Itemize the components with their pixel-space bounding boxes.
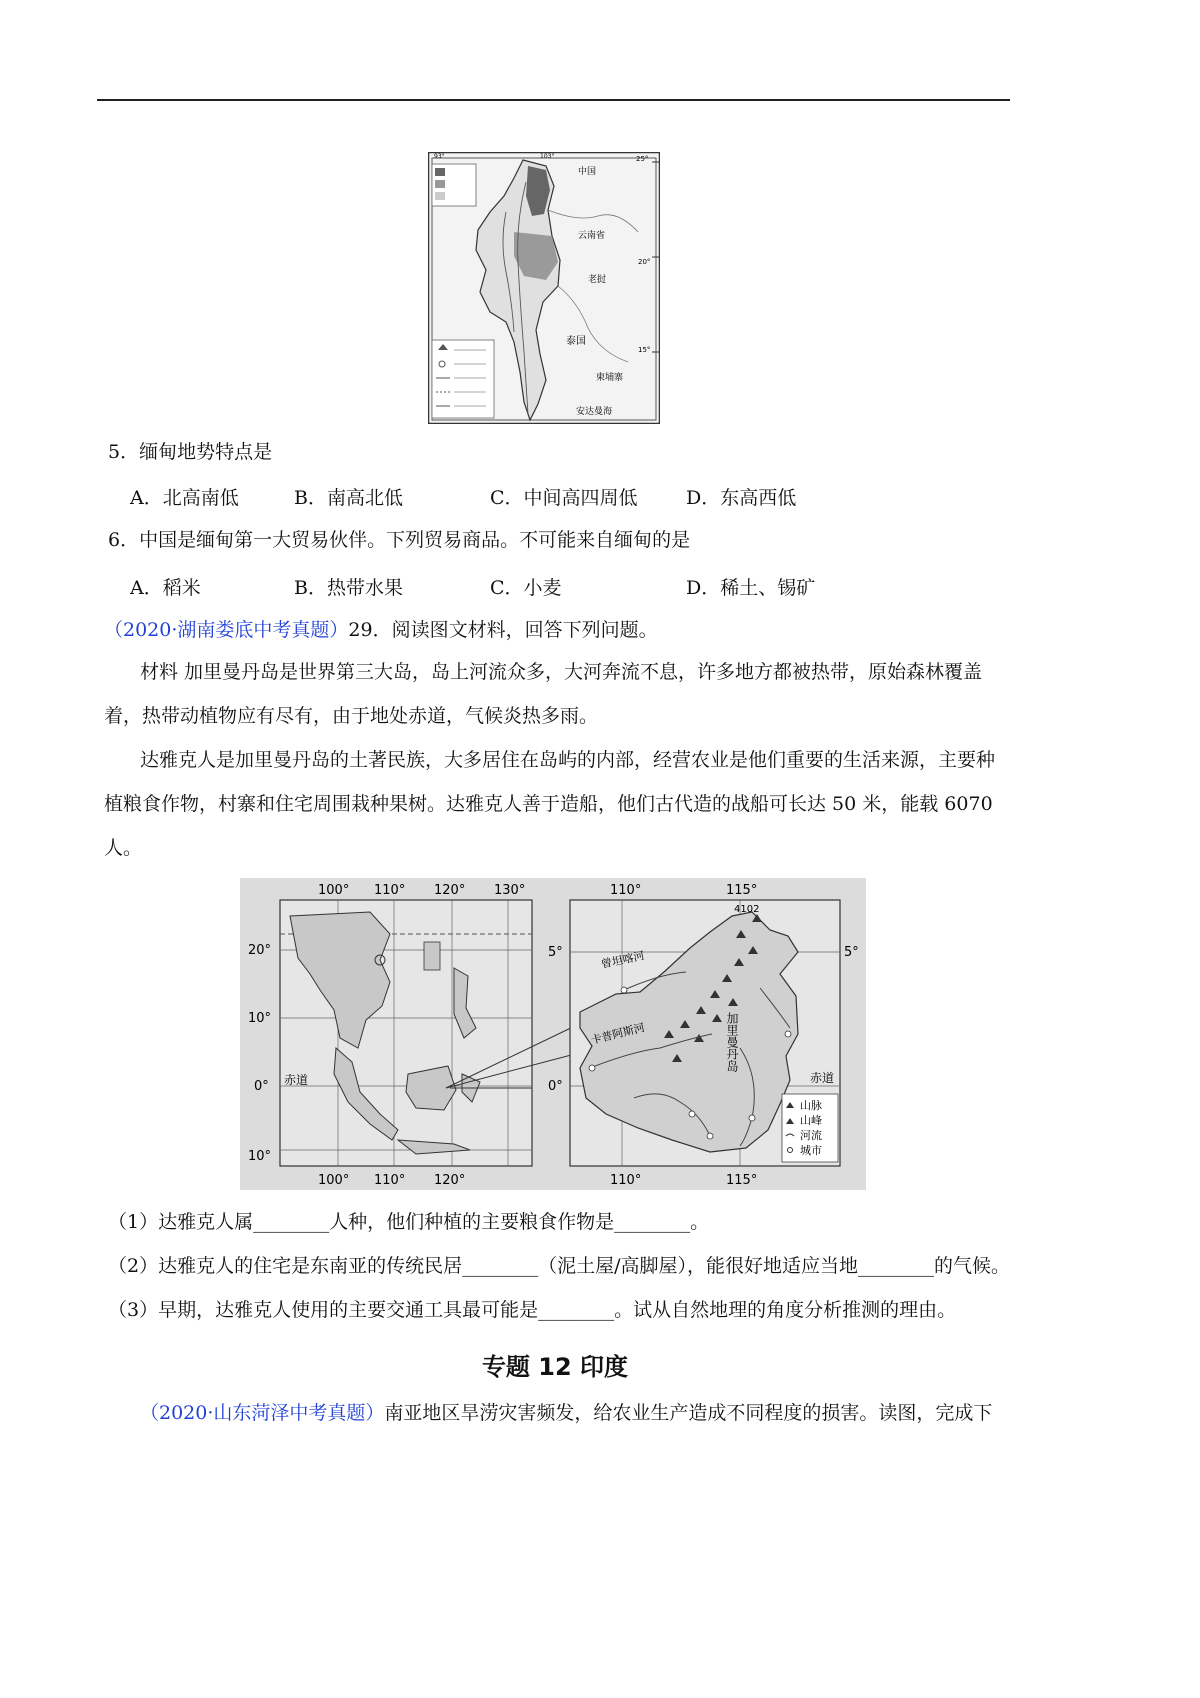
section-question — [140, 1401, 992, 1425]
q29-material-1: 材料 加里曼丹岛是世界第三大岛，岛上河流众多，大河奔流不息，许多地方都被热带，原始森林覆盖着，热带动植物应有尽有，由于地处赤道，气候炎热多雨。 — [104, 661, 983, 727]
map2-right-lat-5-right: 5° — [844, 945, 859, 960]
map2-left-lon-bottom-110: 110° — [374, 1173, 406, 1188]
section-title: 专题 12 印度 — [481, 1353, 629, 1381]
header-rule — [97, 99, 1010, 101]
map2-left-lon-bottom-120: 120° — [434, 1173, 466, 1188]
map2-left-lat-0: 0° — [254, 1079, 269, 1094]
map2-right-lon-115: 115° — [726, 883, 758, 898]
map2-legend-city: 城市 — [800, 1144, 822, 1157]
map2-left-lon-120: 120° — [434, 883, 466, 898]
map2-right-lon-110: 110° — [610, 883, 642, 898]
q29-sub2: （2）达雅克人的住宅是东南亚的传统民居________（泥土屋/高脚屋），能很好地适应当地________的气候。 — [108, 1255, 1010, 1277]
map2-left-lon-bottom-100: 100° — [318, 1173, 350, 1188]
q6-option-a: A．稻米 — [130, 577, 201, 599]
q5-option-b: B．南高北低 — [294, 487, 403, 509]
q29-sub1: （1）达雅克人属________人种，他们种植的主要粮食作物是________。 — [108, 1211, 710, 1233]
map2-river2-label: 卡普阿斯河 — [589, 1020, 647, 1047]
q5-stem: 5．缅甸地势特点是 — [108, 441, 273, 463]
q6-option-c: C．小麦 — [490, 577, 562, 599]
map2-legend-river: 河流 — [800, 1129, 822, 1142]
q5-option-c: C．中间高四周低 — [490, 487, 638, 509]
map2-left-lat-s10: 10° — [248, 1149, 272, 1164]
map2-river1-label: 曾坦喀河 — [599, 949, 646, 971]
map1-cambodia-label: 柬埔寨 — [596, 373, 624, 383]
map1-lat-25: 25° — [636, 155, 649, 163]
map2-left-lon-130: 130° — [494, 883, 526, 898]
myanmar-map — [428, 152, 660, 424]
map2-right-lon-bottom-115: 115° — [726, 1173, 758, 1188]
kalimantan-map — [240, 878, 866, 1190]
map2-left-equator-label: 赤道 — [284, 1073, 309, 1087]
map2-right-lat-5-left: 5° — [548, 945, 563, 960]
map1-china-label: 中国 — [578, 167, 597, 177]
map2-left-lat-10: 10° — [248, 1011, 272, 1026]
q5-option-a: A．北高南低 — [130, 487, 239, 509]
q6-option-b: B．热带水果 — [294, 577, 403, 599]
q6-option-d: D．稀土、锡矿 — [686, 577, 816, 599]
q6-stem: 6．中国是缅甸第一大贸易伙伴。下列贸易商品。不可能来自缅甸的是 — [108, 529, 691, 551]
map1-andaman-label: 安达曼海 — [576, 407, 613, 417]
map2-left-lon-110: 110° — [374, 883, 406, 898]
map1-lon-103: 103° — [540, 153, 555, 160]
map2-legend-peak: 山峰 — [800, 1114, 822, 1127]
map2-right-lon-bottom-110: 110° — [610, 1173, 642, 1188]
q29-stem: 29．阅读图文材料，回答下列问题。 — [348, 619, 658, 641]
q5-option-d: D．东高西低 — [686, 487, 797, 509]
map2-left-lon-100: 100° — [318, 883, 350, 898]
q29-material-2: 达雅克人是加里曼丹岛的土著民族，大多居住在岛屿的内部，经营农业是他们重要的生活来源，主要种植粮食作物，村寨和住宅周围栽种果树。达雅克人善于造船，他们古代造的战船可长达 50 米，能载 6070 人。 — [104, 749, 996, 859]
map1-thailand-label: 泰国 — [566, 336, 586, 347]
map2-island-label: 加里曼丹岛 — [725, 1012, 739, 1072]
section-question-text: 南亚地区旱涝灾害频发，给农业生产造成不同程度的损害。读图，完成下 — [384, 1402, 993, 1424]
map2-left-lat-20: 20° — [248, 943, 272, 958]
q29-header — [104, 618, 658, 642]
map2-right-lat-0: 0° — [548, 1079, 563, 1094]
map2-legend-mountains: 山脉 — [800, 1099, 822, 1112]
map1-lat-20: 20° — [638, 258, 651, 266]
q29-source-tag: （2020·湖南娄底中考真题） — [104, 619, 349, 641]
map2-peak-label: 4102 — [734, 904, 760, 915]
map1-lat-15: 15° — [638, 346, 651, 354]
map1-lon-93: 93° — [434, 153, 445, 160]
map1-yunnan-label: 云南省 — [578, 231, 606, 241]
map2-equator-label: 赤道 — [810, 1071, 835, 1085]
section-source-tag: （2020·山东菏泽中考真题） — [140, 1402, 385, 1424]
map1-laos-label: 老挝 — [588, 275, 607, 285]
q29-sub3: （3）早期，达雅克人使用的主要交通工具最可能是________。试从自然地理的角度分析推测的理由。 — [108, 1299, 957, 1321]
